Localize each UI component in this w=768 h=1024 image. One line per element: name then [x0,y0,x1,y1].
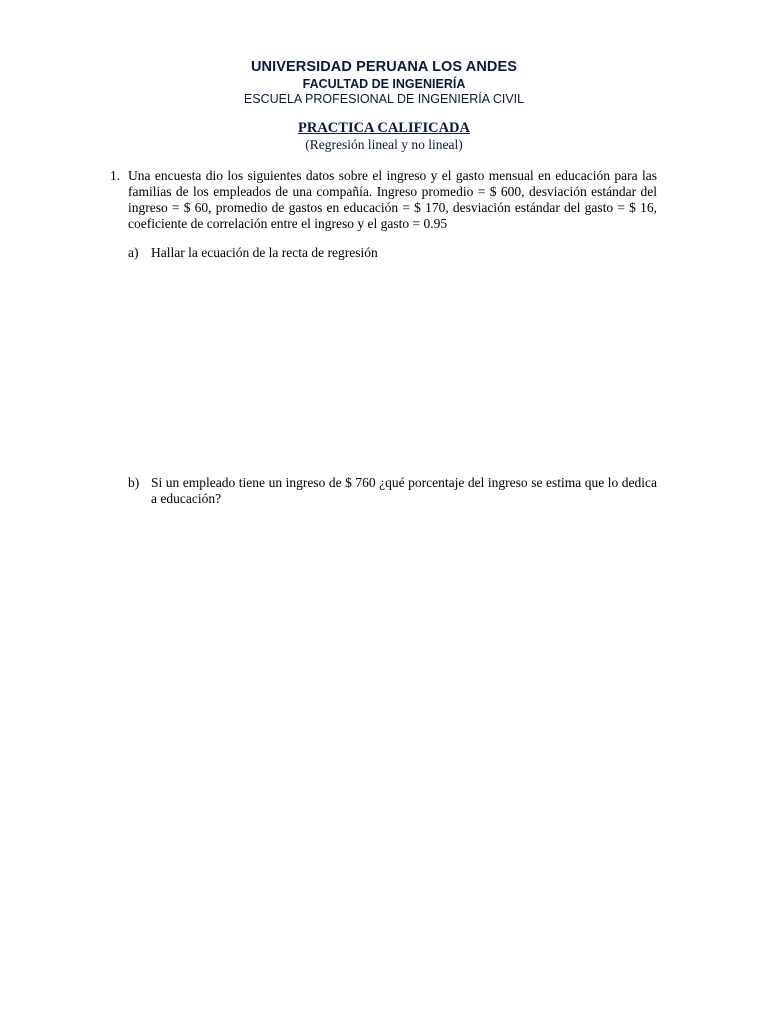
part-a-label: a) [128,245,139,260]
document-subtitle: (Regresión lineal y no lineal) [305,137,463,152]
school-name: ESCUELA PROFESIONAL DE INGENIERÍA CIVIL [243,92,525,106]
question-number: 1. [110,168,121,183]
faculty-name: FACULTAD DE INGENIERÍA [302,77,466,91]
part-b-text: Si un empleado tiene un ingreso de $ 760 ¿qué porcentaje del ingreso se estima que lo dedica a educación? [151,475,657,506]
document-title: PRACTICA CALIFICADA [298,120,470,136]
university-name: UNIVERSIDAD PERUANA LOS ANDES [250,59,518,75]
part-b-label: b) [128,475,140,490]
part-a-text: Hallar la ecuación de la recta de regresión [151,245,378,260]
question-text: Una encuesta dio los siguientes datos sobre el ingreso y el gasto mensual en educación para las familias de los empleados de una compañía. Ingreso promedio = $ 600, desviación estándar del ingreso = $ 60, promedio de gastos en educación = $ 170, desviación estándar del gasto = $ 16, coeficiente de correlación entre el ingreso y el gasto = 0.95 [128,168,657,231]
